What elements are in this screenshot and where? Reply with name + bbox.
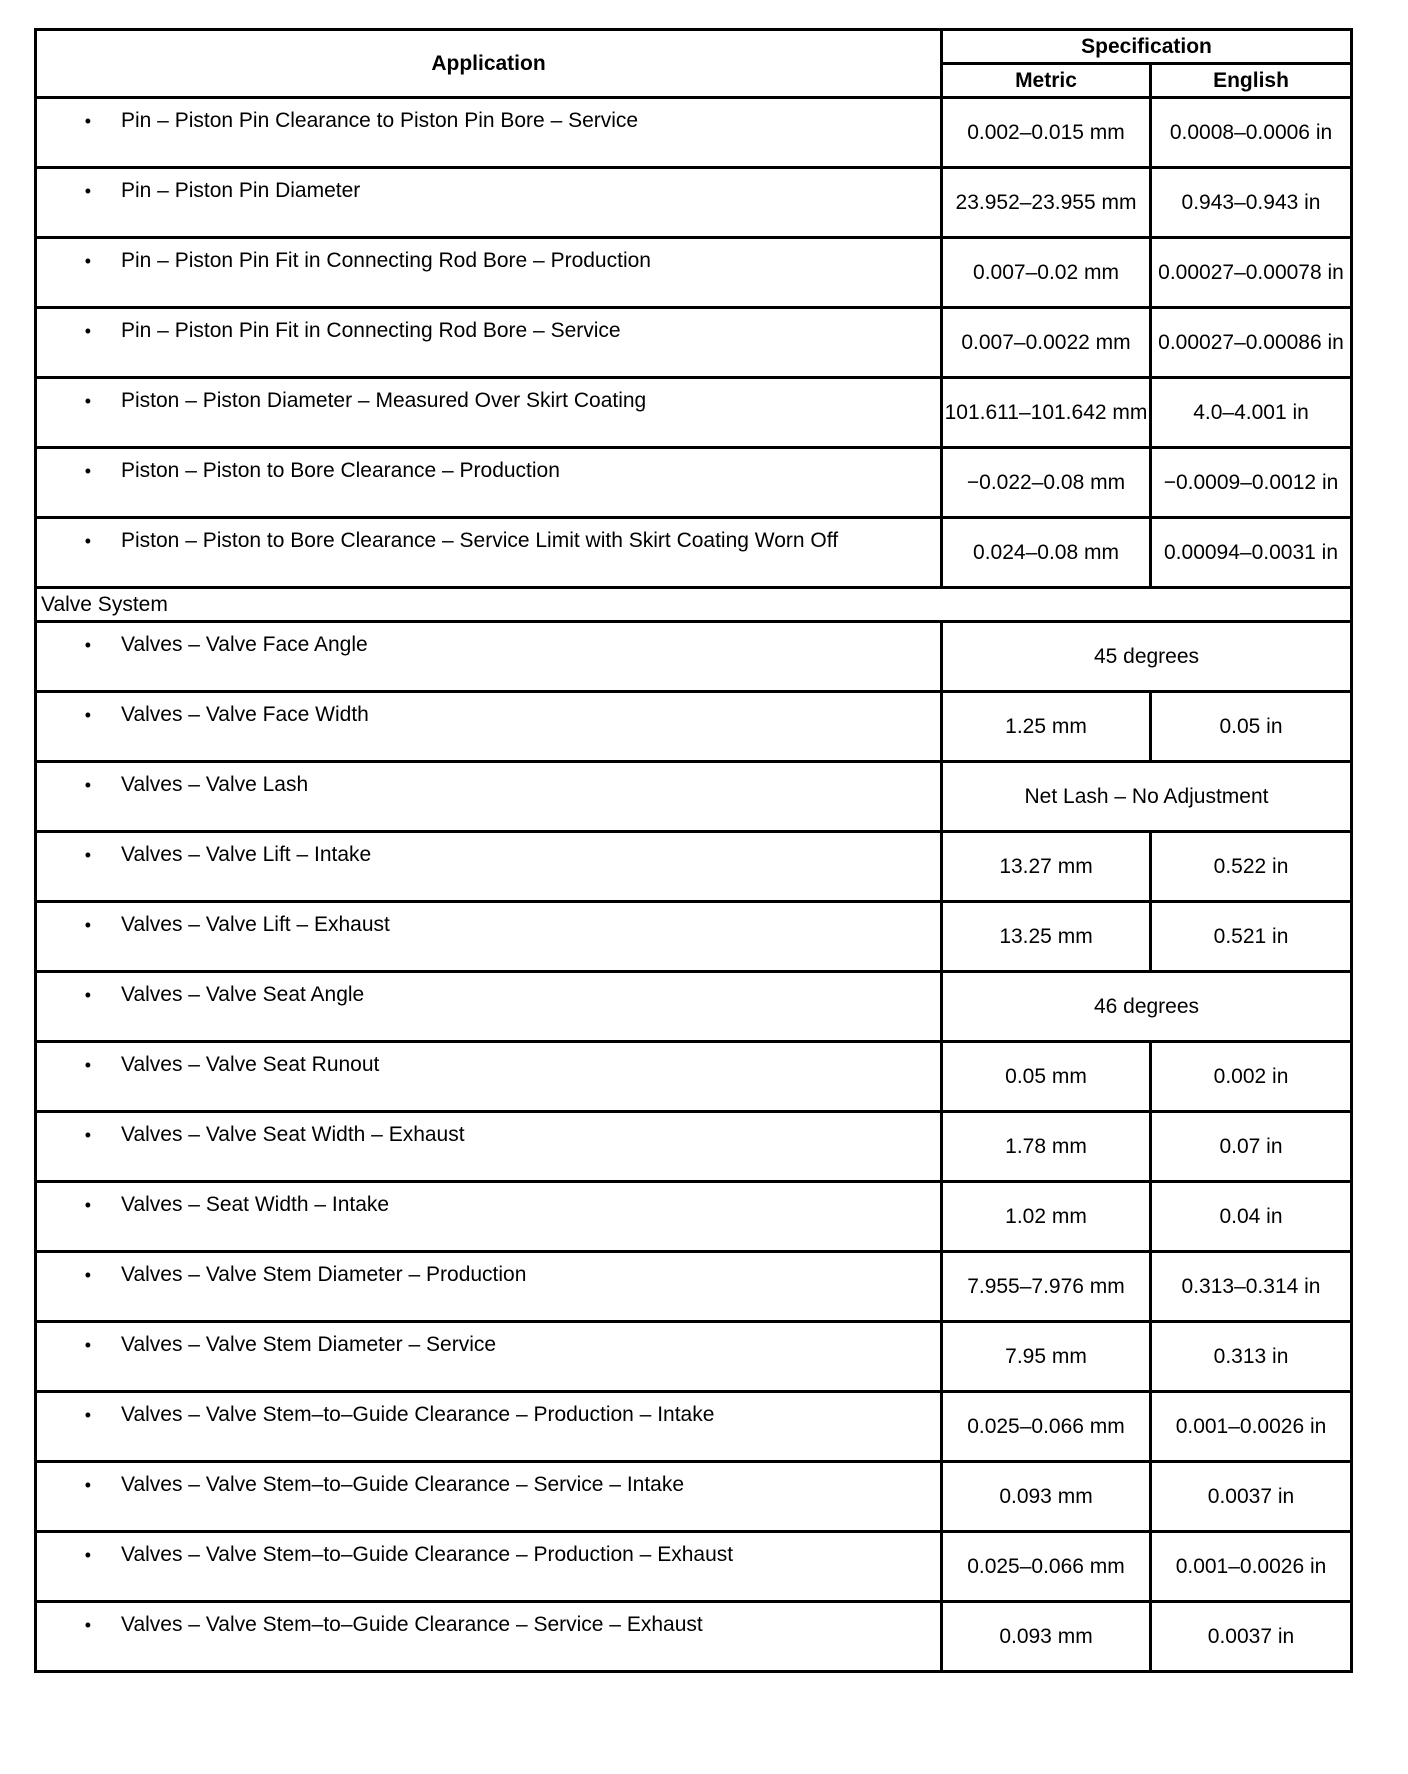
application-text: Piston – Piston to Bore Clearance – Service Limit with Skirt Coating Worn Off <box>121 529 839 552</box>
table-row <box>36 98 1352 168</box>
application-text: Valves – Valve Stem–to–Guide Clearance – Service – Intake <box>121 1473 685 1496</box>
english-cell: 0.001–0.0026 in <box>1151 1532 1352 1602</box>
metric-cell: 101.611–101.642 mm <box>942 378 1151 448</box>
metric-cell: 7.955–7.976 mm <box>942 1252 1151 1322</box>
table-row <box>36 1322 1352 1392</box>
application-text: Piston – Piston Diameter – Measured Over Skirt Coating <box>121 389 647 412</box>
table-row <box>36 308 1352 378</box>
table-row <box>36 1042 1352 1112</box>
metric-cell: 0.025–0.066 mm <box>942 1392 1151 1462</box>
table-row <box>36 1602 1352 1672</box>
application-text: Valves – Valve Stem–to–Guide Clearance – Production – Exhaust <box>121 1543 734 1566</box>
application-cell <box>36 308 942 378</box>
application-cell <box>36 448 942 518</box>
application-text: Valves – Valve Seat Angle <box>121 983 365 1006</box>
application-cell <box>36 622 942 692</box>
table-row <box>36 238 1352 308</box>
english-cell: 0.0008–0.0006 in <box>1151 98 1352 168</box>
combined-spec-cell: 45 degrees <box>942 622 1352 692</box>
bullet-icon: • <box>84 915 91 935</box>
table-row <box>36 972 1352 1042</box>
bullet-icon: • <box>84 1335 91 1355</box>
metric-cell: 7.95 mm <box>942 1322 1151 1392</box>
metric-cell: 0.002–0.015 mm <box>942 98 1151 168</box>
bullet-icon: • <box>84 1405 91 1425</box>
bullet-icon: • <box>84 461 91 481</box>
english-cell: 0.001–0.0026 in <box>1151 1392 1352 1462</box>
english-header: English <box>1151 64 1352 98</box>
metric-cell: 0.093 mm <box>942 1602 1151 1672</box>
application-cell <box>36 762 942 832</box>
application-cell <box>36 1112 942 1182</box>
metric-cell: 0.024–0.08 mm <box>942 518 1151 588</box>
application-text: Pin – Piston Pin Fit in Connecting Rod Bore – Service <box>121 319 621 342</box>
application-cell <box>36 1602 942 1672</box>
metric-cell: 0.025–0.066 mm <box>942 1532 1151 1602</box>
table-row <box>36 692 1352 762</box>
metric-cell: 1.02 mm <box>942 1182 1151 1252</box>
section-row <box>36 588 1352 622</box>
table-row <box>36 378 1352 448</box>
header-row-top <box>36 30 1352 64</box>
bullet-icon: • <box>84 1545 91 1565</box>
metric-cell: 1.25 mm <box>942 692 1151 762</box>
metric-cell: 13.25 mm <box>942 902 1151 972</box>
table-row <box>36 1252 1352 1322</box>
application-cell <box>36 238 942 308</box>
application-cell <box>36 972 942 1042</box>
table-row <box>36 448 1352 518</box>
application-text: Valves – Valve Stem Diameter – Service <box>121 1333 497 1356</box>
bullet-icon: • <box>84 705 91 725</box>
specification-table <box>34 28 1353 1673</box>
application-cell <box>36 1252 942 1322</box>
english-cell: 0.00027–0.00078 in <box>1151 238 1352 308</box>
table-row <box>36 622 1352 692</box>
metric-cell: 13.27 mm <box>942 832 1151 902</box>
application-cell <box>36 902 942 972</box>
application-text: Valves – Seat Width – Intake <box>121 1193 390 1216</box>
english-cell: 0.0037 in <box>1151 1602 1352 1672</box>
application-cell <box>36 1532 942 1602</box>
application-text: Valves – Valve Face Width <box>121 703 369 726</box>
metric-cell: 0.05 mm <box>942 1042 1151 1112</box>
bullet-icon: • <box>84 321 91 341</box>
application-text: Valves – Valve Seat Width – Exhaust <box>121 1123 465 1146</box>
application-text: Valves – Valve Stem–to–Guide Clearance – Production – Intake <box>121 1403 715 1426</box>
bullet-icon: • <box>84 1125 91 1145</box>
table-row <box>36 518 1352 588</box>
application-cell <box>36 832 942 902</box>
application-cell <box>36 1462 942 1532</box>
specification-header: Specification <box>942 30 1352 64</box>
application-text: Pin – Piston Pin Clearance to Piston Pin Bore – Service <box>121 109 639 132</box>
table-row <box>36 1392 1352 1462</box>
english-cell: 0.002 in <box>1151 1042 1352 1112</box>
application-text: Piston – Piston to Bore Clearance – Production <box>121 459 560 482</box>
application-cell <box>36 518 942 588</box>
english-cell: 0.05 in <box>1151 692 1352 762</box>
table-row <box>36 762 1352 832</box>
application-cell <box>36 1182 942 1252</box>
table-row <box>36 168 1352 238</box>
bullet-icon: • <box>84 111 91 131</box>
metric-cell: 1.78 mm <box>942 1112 1151 1182</box>
application-cell <box>36 1392 942 1462</box>
application-text: Valves – Valve Lash <box>121 773 309 796</box>
application-text: Valves – Valve Lift – Intake <box>121 843 372 866</box>
combined-spec-cell: Net Lash – No Adjustment <box>942 762 1352 832</box>
bullet-icon: • <box>84 1265 91 1285</box>
application-cell <box>36 692 942 762</box>
table-row <box>36 1462 1352 1532</box>
english-cell: 0.04 in <box>1151 1182 1352 1252</box>
application-text: Valves – Valve Stem–to–Guide Clearance – Service – Exhaust <box>121 1613 703 1636</box>
english-cell: 0.0037 in <box>1151 1462 1352 1532</box>
metric-header: Metric <box>942 64 1151 98</box>
english-cell: −0.0009–0.0012 in <box>1151 448 1352 518</box>
english-cell: 0.943–0.943 in <box>1151 168 1352 238</box>
english-cell: 0.313 in <box>1151 1322 1352 1392</box>
application-text: Valves – Valve Face Angle <box>121 633 368 656</box>
application-text: Pin – Piston Pin Fit in Connecting Rod Bore – Production <box>121 249 651 272</box>
english-cell: 0.00027–0.00086 in <box>1151 308 1352 378</box>
english-cell: 0.07 in <box>1151 1112 1352 1182</box>
application-cell <box>36 168 942 238</box>
application-cell <box>36 1042 942 1112</box>
application-text: Valves – Valve Stem Diameter – Production <box>121 1263 527 1286</box>
english-cell: 0.522 in <box>1151 832 1352 902</box>
metric-cell: 0.007–0.0022 mm <box>942 308 1151 378</box>
section-title: Valve System <box>36 588 1352 622</box>
bullet-icon: • <box>84 251 91 271</box>
application-text: Valves – Valve Lift – Exhaust <box>121 913 390 936</box>
table-row <box>36 1112 1352 1182</box>
bullet-icon: • <box>84 635 91 655</box>
bullet-icon: • <box>84 181 91 201</box>
table-row <box>36 902 1352 972</box>
metric-cell: −0.022–0.08 mm <box>942 448 1151 518</box>
bullet-icon: • <box>84 775 91 795</box>
metric-cell: 23.952–23.955 mm <box>942 168 1151 238</box>
bullet-icon: • <box>84 391 91 411</box>
bullet-icon: • <box>84 1055 91 1075</box>
english-cell: 0.00094–0.0031 in <box>1151 518 1352 588</box>
english-cell: 0.521 in <box>1151 902 1352 972</box>
application-text: Pin – Piston Pin Diameter <box>121 179 361 202</box>
english-cell: 4.0–4.001 in <box>1151 378 1352 448</box>
table-row <box>36 1532 1352 1602</box>
table-row <box>36 832 1352 902</box>
application-cell <box>36 378 942 448</box>
bullet-icon: • <box>84 1615 91 1635</box>
english-cell: 0.313–0.314 in <box>1151 1252 1352 1322</box>
bullet-icon: • <box>84 985 91 1005</box>
bullet-icon: • <box>84 1475 91 1495</box>
bullet-icon: • <box>84 1195 91 1215</box>
application-cell <box>36 98 942 168</box>
table-body <box>36 98 1352 1672</box>
bullet-icon: • <box>84 531 91 551</box>
bullet-icon: • <box>84 845 91 865</box>
combined-spec-cell: 46 degrees <box>942 972 1352 1042</box>
application-cell <box>36 1322 942 1392</box>
metric-cell: 0.007–0.02 mm <box>942 238 1151 308</box>
application-text: Valves – Valve Seat Runout <box>121 1053 380 1076</box>
table-row <box>36 1182 1352 1252</box>
metric-cell: 0.093 mm <box>942 1462 1151 1532</box>
application-header: Application <box>36 30 942 98</box>
